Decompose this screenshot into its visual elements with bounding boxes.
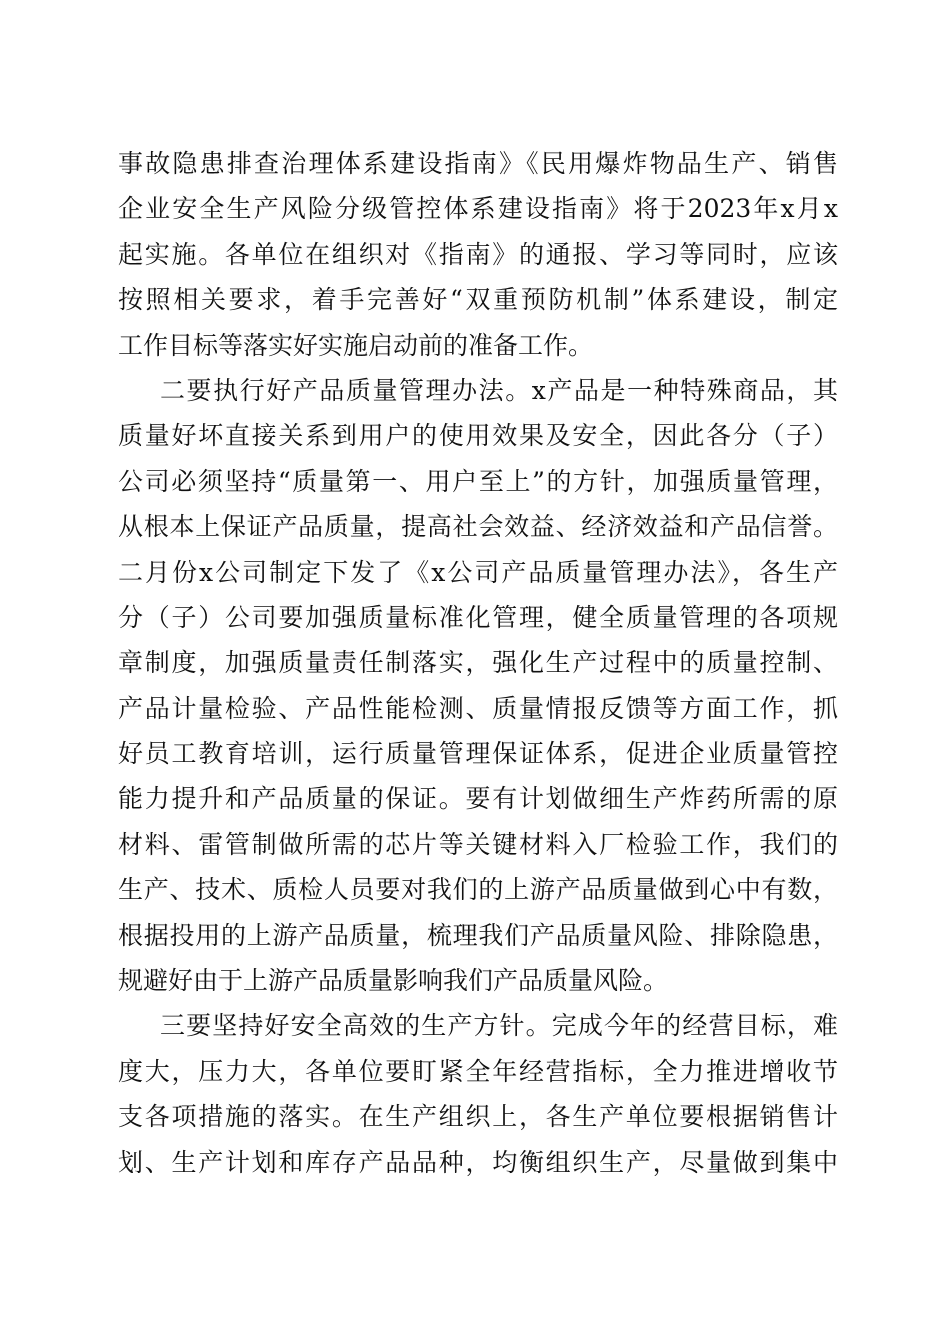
text-line: 章制度，加强质量责任制落实，强化生产过程中的质量控制、: [118, 648, 838, 678]
text-line: 分（子）公司要加强质量标准化管理，健全质量管理的各项规: [118, 602, 838, 632]
text-line: 二要执行好产品质量管理办法。x产品是一种特殊商品，其: [160, 375, 838, 405]
text-line: 产品计量检验、产品性能检测、质量情报反馈等方面工作，抓: [118, 693, 838, 723]
text-line: 公司必须坚持“质量第一、用户至上”的方针，加强质量管理，: [118, 466, 838, 496]
text-line: 好员工教育培训，运行质量管理保证体系，促进企业质量管控: [118, 739, 838, 769]
text-line: 工作目标等落实好实施启动前的准备工作。: [118, 330, 594, 360]
text-line: 度大，压力大，各单位要盯紧全年经营指标，全力推进增收节: [118, 1056, 838, 1086]
text-line: 企业安全生产风险分级管控体系建设指南》将于2023年x月x: [118, 194, 838, 224]
text-line: 材料、雷管制做所需的芯片等关键材料入厂检验工作，我们的: [118, 829, 838, 859]
text-line: 按照相关要求，着手完善好“双重预防机制”体系建设，制定: [118, 285, 838, 315]
text-line: 质量好坏直接关系到用户的使用效果及安全，因此各分（子）: [118, 421, 838, 451]
text-line: 起实施。各单位在组织对《指南》的通报、学习等同时，应该: [118, 239, 838, 269]
text-line: 划、生产计划和库存产品品种，均衡组织生产，尽量做到集中: [118, 1147, 838, 1177]
text-line: 从根本上保证产品质量，提高社会效益、经济效益和产品信誉。: [118, 512, 838, 542]
text-line: 规避好由于上游产品质量影响我们产品质量风险。: [118, 966, 669, 996]
text-line: 生产、技术、质检人员要对我们的上游产品质量做到心中有数，: [118, 875, 838, 905]
text-line: 支各项措施的落实。在生产组织上，各生产单位要根据销售计: [118, 1102, 838, 1132]
text-line: 三要坚持好安全高效的生产方针。完成今年的经营目标，难: [160, 1011, 838, 1041]
document-body: [118, 141, 838, 1185]
text-line: 二月份x公司制定下发了《x公司产品质量管理办法》，各生产: [118, 557, 838, 587]
text-line: 能力提升和产品质量的保证。要有计划做细生产炸药所需的原: [118, 784, 838, 814]
text-line: 事故隐患排查治理体系建设指南》《民用爆炸物品生产、销售: [118, 149, 838, 178]
text-line: 根据投用的上游产品质量，梳理我们产品质量风险、排除隐患，: [118, 920, 838, 950]
